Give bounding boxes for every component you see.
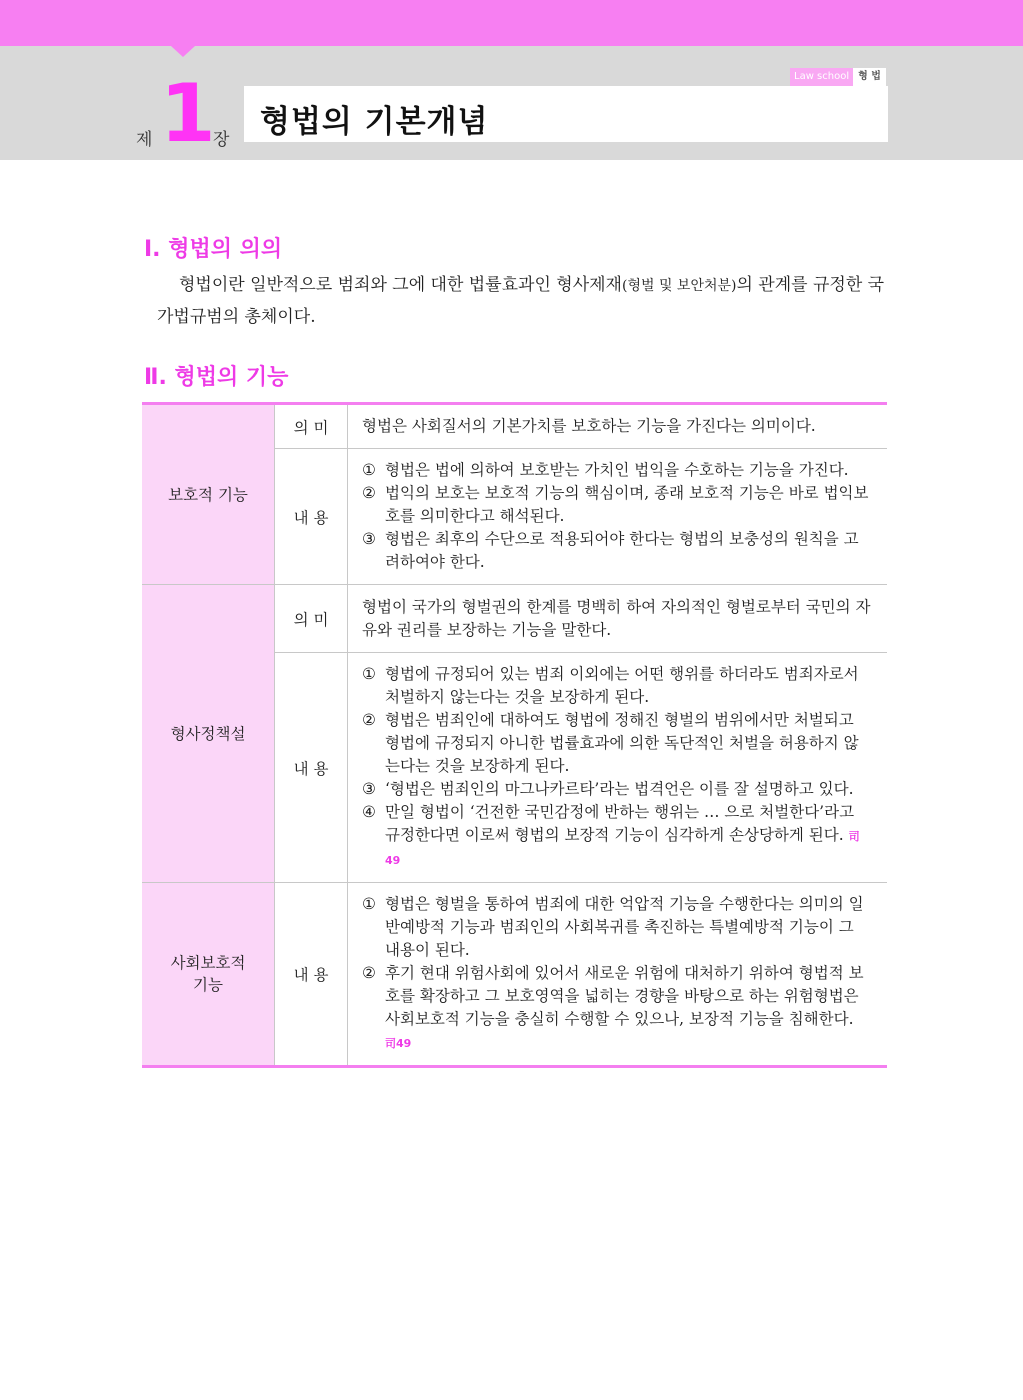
exam-reference-badge: 司49 [385,1037,412,1050]
list-item: ① 형법은 법에 의하여 보호받는 가치인 법익을 수호하는 기능을 가진다. [362,461,849,479]
meaning-text: 형법은 사회질서의 기본가치를 보호하는 기능을 가진다는 의미이다. [348,404,888,449]
running-header-tag [790,68,886,86]
list-item: ④ 만일 형법이 ‘건전한 국민감정에 반하는 행위는 … 으로 처벌한다’라고 규정한다면 이로써 형법의 보장적 기능이 심각하게 손상당하게 된다. 司49 [362,803,860,867]
meaning-label: 의 미 [275,585,348,653]
chapter-title-box [244,86,888,142]
list-item: ② 후기 현대 위험사회에 있어서 새로운 위험에 대처하기 위하여 형법적 보호를 확장하고 그 보호영역을 넓히는 경향을 바탕으로 하는 위험형법은 사회보호적 기능을 충실히 수행할 수 있으나, 보장적 기능을 침해한다. 司49 [362,964,864,1050]
section-heading-2: Ⅱ. 형법의 기능 [144,365,289,390]
meaning-label: 의 미 [275,404,348,449]
list-item: ① 형법은 형벌을 통하여 범죄에 대한 억압적 기능을 수행한다는 의미의 일반예방적 기능과 범죄인의 사회복귀를 촉진하는 특별예방적 기능이 그 내용이 된다. [362,895,864,959]
function-table [142,402,887,1068]
chapter-title: 형법의 기본개념 [260,104,489,140]
chapter-prefix: 제 [136,130,153,150]
subject-label: 형 법 [853,68,886,86]
list-item: ③ 형법은 최후의 수단으로 적용되어야 한다는 형법의 보충성의 원칙을 고려하여야 한다. [362,530,859,571]
header-notch [171,46,195,57]
top-color-band [0,0,1023,46]
content-label: 내 용 [275,449,348,585]
list-item: ③ ‘형법은 범죄인의 마그나카르타’라는 법격언은 이를 잘 설명하고 있다. [362,780,854,798]
content-cell [348,883,888,1067]
content-label: 내 용 [275,653,348,883]
chapter-number: 1 [160,67,216,160]
category-social: 사회보호적 기능 [142,883,275,1067]
list-item: ② 형법은 범죄인에 대하여도 형법에 정해진 형벌의 범위에서만 처벌되고 형법에 규정되지 아니한 법률효과에 의한 독단적인 처벌을 허용하지 않는다는 것을 보장하게 된다. [362,711,859,775]
list-item: ① 형법에 규정되어 있는 범죄 이외에는 어떤 행위를 하더라도 범죄자로서 처벌하지 않는다는 것을 보장하게 된다. [362,665,859,706]
category-guarantee: 형사정책설 [142,585,275,883]
school-label: Law school [790,68,853,86]
exam-reference-badge: 司49 [385,830,860,867]
section-1-paragraph: 형법이란 일반적으로 범죄와 그에 대한 법률효과인 형사제재(형벌 및 보안처분)의 관계를 규정한 국가법규범의 총체이다. [157,275,885,327]
section-heading-1: Ⅰ. 형법의 의의 [144,237,283,262]
chapter-suffix: 장 [213,130,230,150]
content-label: 내 용 [275,883,348,1067]
content-cell [348,449,888,585]
list-item: ② 법익의 보호는 보호적 기능의 핵심이며, 종래 보호적 기능은 바로 법익보호를 의미한다고 해석된다. [362,484,869,525]
category-protective: 보호적 기능 [142,404,275,585]
meaning-text: 형법이 국가의 형벌권의 한계를 명백히 하여 자의적인 형벌로부터 국민의 자유와 권리를 보장하는 기능을 말한다. [348,585,888,653]
content-cell [348,653,888,883]
